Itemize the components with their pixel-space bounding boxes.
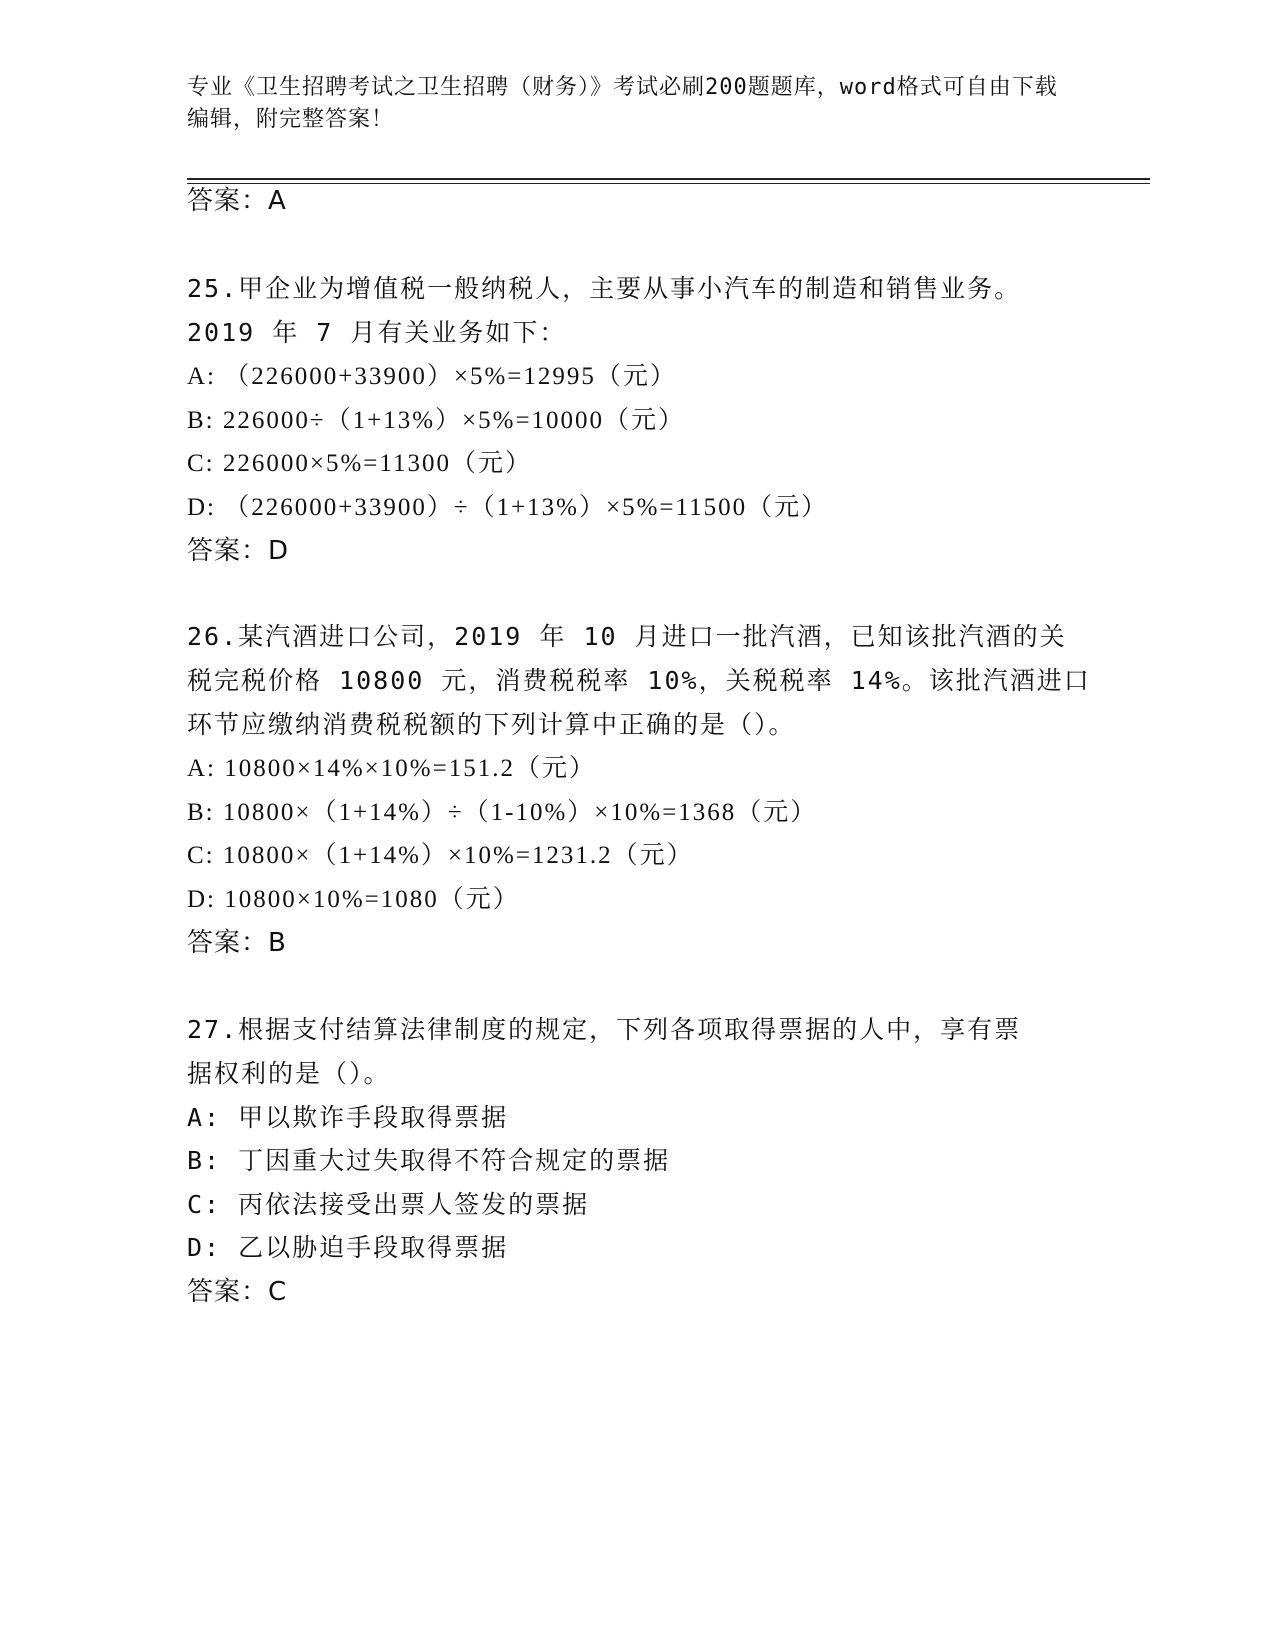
option-c: C: 10800×（1+14%）×10%=1231.2（元） bbox=[187, 842, 694, 869]
option-a: A: （226000+33900）×5%=12995（元） bbox=[187, 363, 677, 390]
option-a: A: 10800×14%×10%=151.2（元） bbox=[187, 755, 596, 782]
document-header: 专业《卫生招聘考试之卫生招聘（财务）》考试必刷200题题库，word格式可自由下载编辑，附完整答案！ bbox=[187, 75, 1058, 132]
question-stem-line: 25.甲企业为增值税一般纳税人，主要从事小汽车的制造和销售业务。 bbox=[187, 274, 1022, 303]
header-divider bbox=[187, 178, 1150, 180]
option-b: B: 10800×（1+14%）÷（1-10%）×10%=1368（元） bbox=[187, 799, 818, 826]
option-c: C: 226000×5%=11300（元） bbox=[187, 450, 532, 477]
option-b: B: 226000÷（1+13%）×5%=10000（元） bbox=[187, 407, 686, 434]
option-d: D: 乙以胁迫手段取得票据 bbox=[187, 1233, 509, 1262]
question-stem-line: 27.根据支付结算法律制度的规定，下列各项取得票据的人中，享有票 bbox=[187, 1015, 1022, 1044]
header-divider-thin bbox=[187, 183, 1150, 184]
option-a: A: 甲以欺诈手段取得票据 bbox=[187, 1103, 509, 1132]
option-d: D: （226000+33900）÷（1+13%）×5%=11500（元） bbox=[187, 494, 829, 521]
option-b: B: 丁因重大过失取得不符合规定的票据 bbox=[187, 1146, 671, 1175]
option-c: C: 丙依法接受出票人签发的票据 bbox=[187, 1190, 590, 1219]
answer-line: 答案：D bbox=[187, 536, 290, 566]
answer-line: 答案：C bbox=[187, 1277, 288, 1307]
answer-line: 答案：B bbox=[187, 928, 287, 958]
question-stem-line: 26.某汽酒进口公司，2019 年 10 月进口一批汽酒，已知该批汽酒的关 bbox=[187, 622, 1067, 651]
answer-line: 答案：A bbox=[187, 186, 287, 216]
question-stem-line: 环节应缴纳消费税税额的下列计算中正确的是（）。 bbox=[187, 710, 796, 739]
question-stem-line: 据权利的是（）。 bbox=[187, 1059, 391, 1088]
question-stem-line: 税完税价格 10800 元，消费税税率 10%，关税税率 14%。该批汽酒进口 bbox=[187, 666, 1091, 695]
option-d: D: 10800×10%=1080（元） bbox=[187, 886, 520, 913]
question-stem-line: 2019 年 7 月有关业务如下： bbox=[187, 318, 567, 347]
